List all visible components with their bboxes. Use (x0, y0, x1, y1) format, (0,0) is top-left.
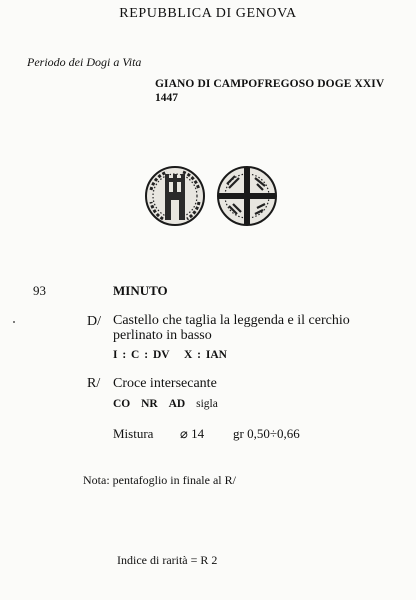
diameter: ⌀ 14 (180, 426, 205, 441)
weight: gr 0,50÷0,66 (233, 426, 300, 441)
period-title: Periodo dei Dogi a Vita (27, 55, 142, 69)
obverse-description-line1: Castello che taglia la leggenda e il cerchio (113, 313, 350, 328)
ruler-year: 1447 (155, 92, 178, 104)
reverse-description: Croce intersecante (113, 376, 217, 391)
sigla-nr: NR (141, 398, 158, 410)
castle-coin-icon (146, 167, 204, 225)
sigla-ad: AD (168, 398, 186, 410)
speck (13, 321, 15, 323)
metal: Mistura (113, 426, 154, 441)
sigla-co: CO (113, 398, 131, 410)
obverse-label: D/ (87, 314, 101, 329)
obverse-description-line2: perlinato in basso (113, 328, 212, 343)
page-header: REPUBBLICA DI GENOVA (119, 6, 297, 21)
catalog-number: 93 (33, 283, 46, 298)
obverse-legend: I : C : DV X : IAN (113, 349, 227, 361)
reverse-sigla (113, 398, 218, 410)
sigla-label: sigla (196, 398, 218, 410)
cross-coin-icon (218, 167, 276, 225)
rarity-index: Indice di rarità = R 2 (117, 553, 218, 567)
coin-title: MINUTO (113, 283, 168, 298)
reverse-label: R/ (87, 376, 101, 391)
coin-photos (143, 164, 278, 228)
ruler-name: GIANO DI CAMPOFREGOSO DOGE XXIV (155, 78, 385, 90)
note: Nota: pentafoglio in finale al R/ (83, 473, 236, 487)
